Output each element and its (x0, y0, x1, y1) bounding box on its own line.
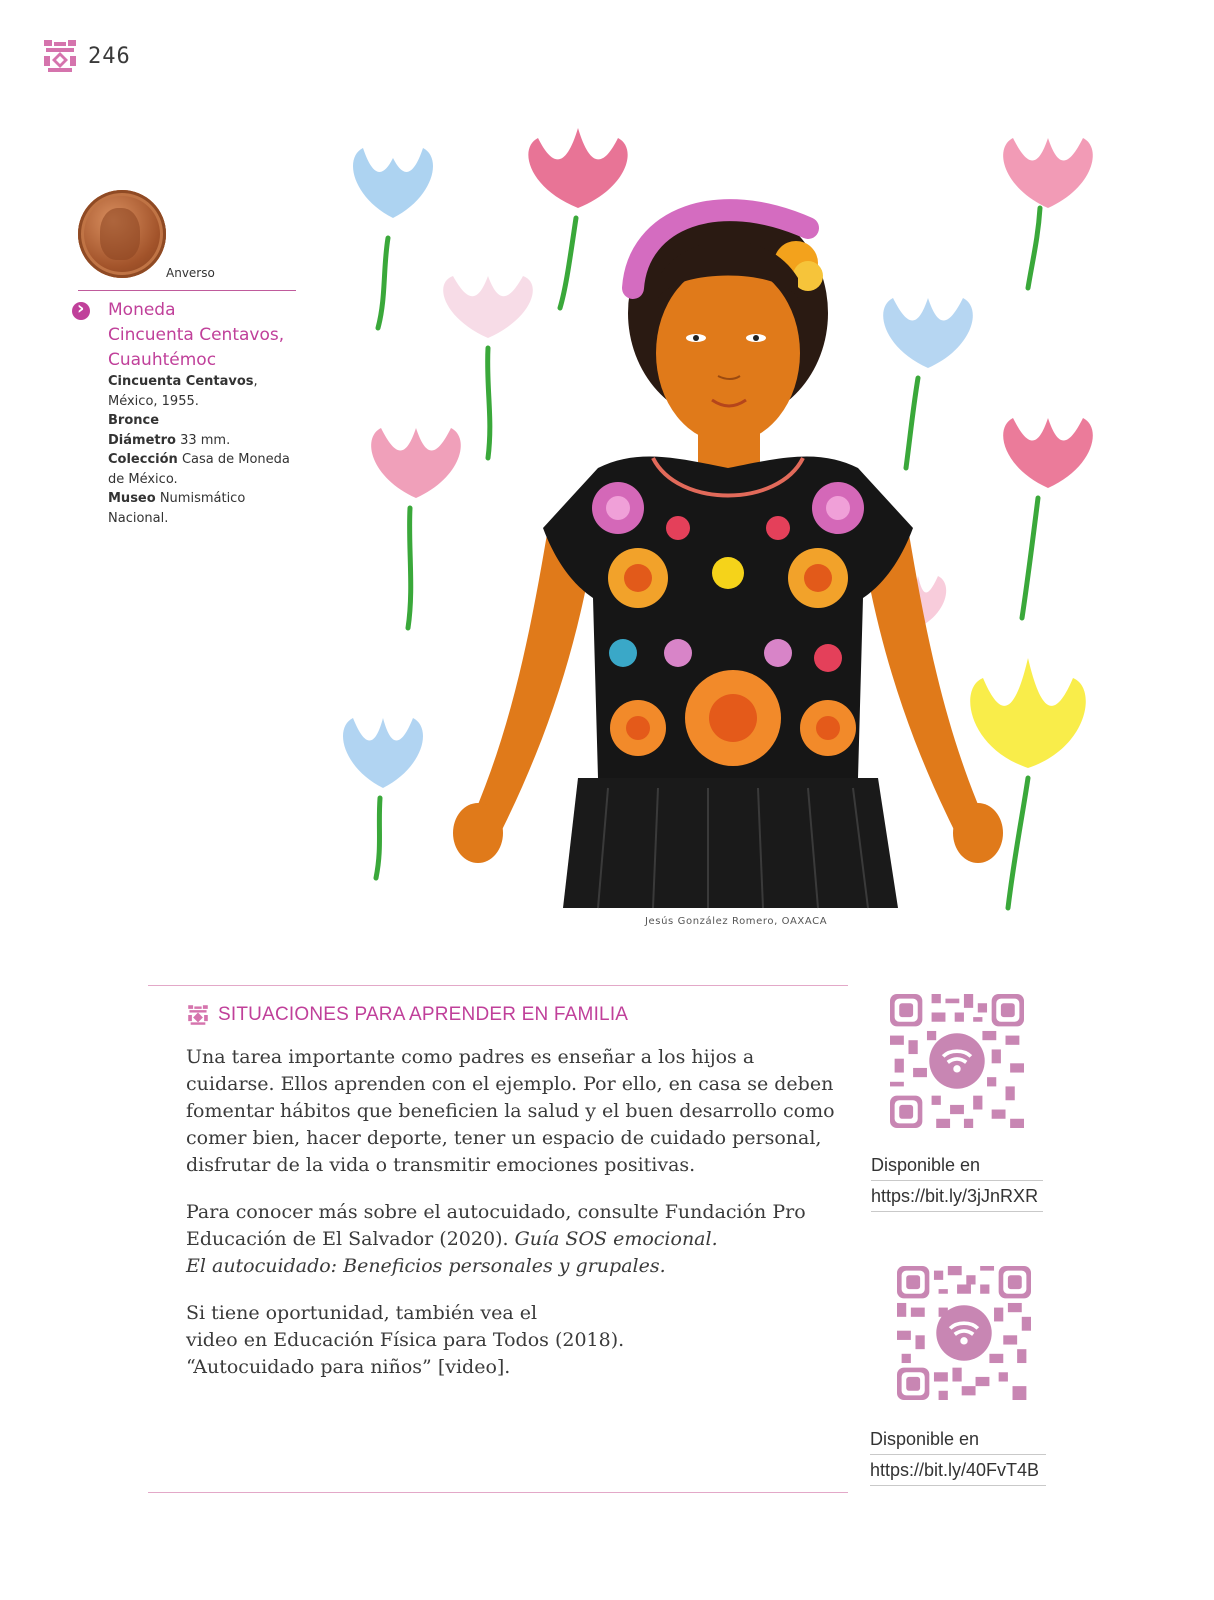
qr-link[interactable]: https://bit.ly/40FvT4B (870, 1455, 1046, 1486)
qr-label: Disponible en (871, 1150, 1043, 1181)
paragraph: Una tarea importante como padres es enseñar a los hijos a cuidarse. Ellos aprenden con el ejemplo. Por ello, en casa se deben fomentar hábitos que beneficien la salud y el buen desarrollo como comer bien, hacer deporte, tener un espacio de cuidado personal, disfrutar de la vida o transmitir emociones positivas. (186, 1046, 835, 1176)
divider (78, 290, 296, 291)
qr-caption (870, 1424, 1046, 1486)
ornament-logo-icon (186, 1004, 210, 1026)
illustration-credit: Jesús González Romero, OAXACA (645, 916, 828, 927)
arrow-icon (72, 302, 90, 320)
qr-caption (871, 1150, 1043, 1212)
qr-link[interactable]: https://bit.ly/3jJnRXR (871, 1181, 1043, 1212)
page-number-text: 246 (88, 43, 131, 69)
qr-label: Disponible en (870, 1424, 1046, 1455)
coin-details: Cincuenta Centavos, México, 1955. Bronce Diámetro 33 mm. Colección Casa de Moneda de México. Museo Numismático Nacional. (108, 374, 290, 526)
paragraph: Para conocer más sobre el autocuidado, consulte Fundación Pro Educación de El Salvador (2020). Guía SOS emocional. El autocuidado: Beneficios personales y grupales. (186, 1201, 806, 1277)
page-number (42, 38, 131, 74)
section-heading (186, 1004, 628, 1026)
ornament-logo-icon (42, 38, 78, 74)
divider (148, 1492, 848, 1493)
divider (148, 985, 848, 986)
coin-title: Moneda Cincuenta Centavos, Cuauhtémoc (108, 300, 285, 370)
qr-code-icon[interactable] (890, 994, 1024, 1128)
section-title: SITUACIONES PARA APRENDER EN FAMILIA (218, 1004, 629, 1025)
section-body (186, 1044, 836, 1401)
paragraph: Si tiene oportunidad, también vea el video en Educación Física para Todos (2018). “Autocuidado para niños” [video]. (186, 1302, 625, 1378)
coin-image (78, 190, 166, 278)
coin-caption: Anverso (166, 266, 215, 280)
girl-with-flowers-illustration (338, 118, 1128, 918)
qr-code-icon[interactable] (897, 1266, 1031, 1400)
